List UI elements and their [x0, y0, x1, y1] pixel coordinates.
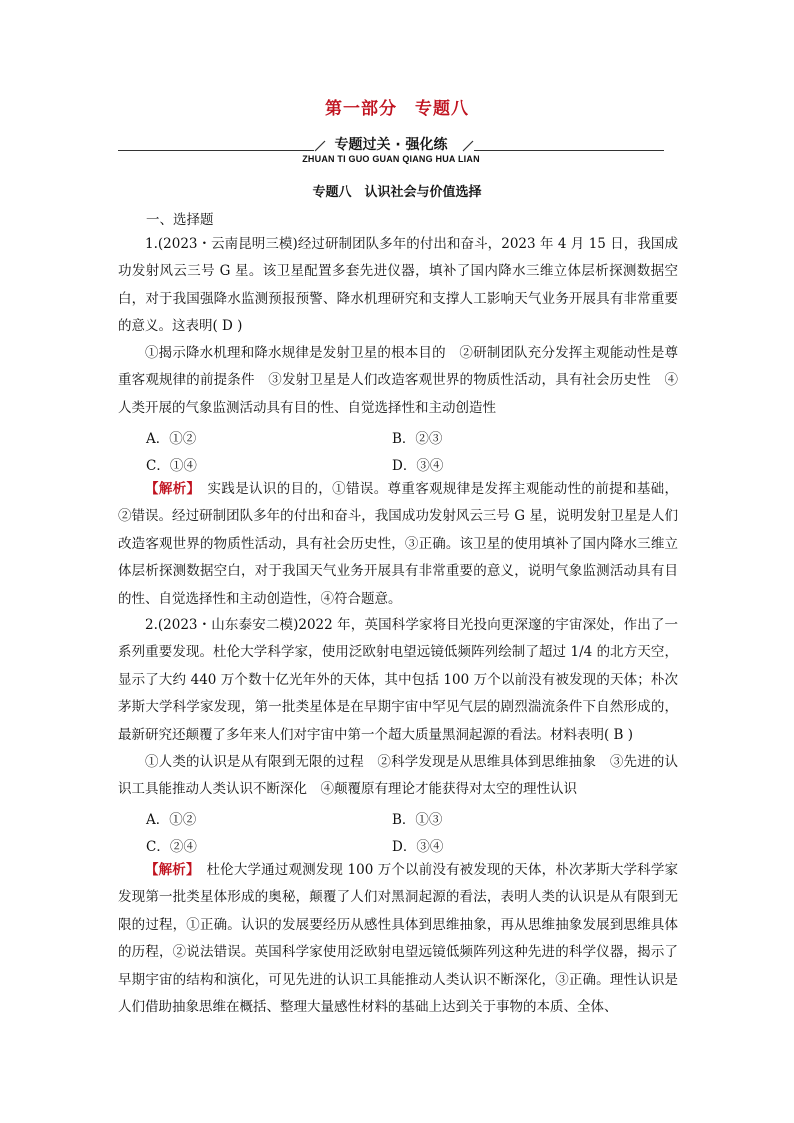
question-2-statements: ①人类的认识是从有限到无限的过程 ②科学发现是从思维具体到思维抽象 ③先进的认识工具能推动人类认识不断深化 ④颠覆原有理论才能获得对太空的理性认识	[118, 754, 678, 798]
banner-rule-right	[474, 150, 664, 151]
question-1-statements: ①揭示降水机理和降水规律是发射卫星的根本目的 ②研制团队充分发挥主观能动性是尊重客观规律的前提条件 ③发射卫星是人们改造客观世界的物质性活动，具有社会历史性 ④人类开展的气象监测活动具有目的性、自觉选择性和主动创造性	[118, 345, 678, 416]
question-1-option-c: C．①④	[146, 458, 197, 474]
banner-pinyin: ZHUAN TI GUO GUAN QIANG HUA LIAN	[302, 154, 480, 164]
question-2-option-c: C．②④	[146, 839, 197, 855]
section-label: 一、选择题	[146, 212, 214, 228]
question-1-analysis	[118, 476, 678, 613]
analysis-label: 【解析】	[145, 481, 194, 497]
question-2-option-b: B．①③	[392, 812, 443, 828]
question-2-option-a: A．①②	[146, 812, 197, 828]
analysis-text: 杜伦大学通过观测发现 100 万个以前没有被发现的天体，朴次茅斯大学科学家发现第一批类星体形成的奥秘，颠覆了人们对黑洞起源的看法，表明人类的认识是从有限到无限的过程，①正确。认识的发展要经历从感性具体到思维抽象，再从思维抽象发展到思维具体的历程，②说法错误。英国科学家使用泛欧射电望远镜低频阵列这种先进的科学仪器，揭示了早期宇宙的结构和演化，可见先进的认识工具能推动人类认识不断深化，③正确。理性认识是人们借助抽象思维在概括、整理大量感性材料的基础上达到关于事物的本质、全体、	[118, 862, 678, 1016]
question-2-stem: 2.(2023・山东泰安二模)2022 年，英国科学家将目光投向更深邃的宇宙深处，作出了一系列重要发现。杜伦大学科学家，使用泛欧射电望远镜低频阵列绘制了超过 1/4 的北方天空，显示了大约 440 万个数十亿光年外的天体，其中包括 100 万个以前没有被发现的天体；朴次茅斯大学科学家发现，第一批类星体是在早期宇宙中罕见气层的剧烈湍流条件下自然形成的，最新研究还颠覆了多年来人们对宇宙中第一个超大质量黑洞起源的看法。材料表明( B )	[118, 617, 678, 743]
question-1-option-a: A．①②	[146, 431, 197, 447]
question-1-option-d: D．③④	[392, 458, 444, 474]
analysis-text: 实践是认识的目的，①错误。尊重客观规律是发挥主观能动性的前提和基础，②错误。经过研制团队多年的付出和奋斗，我国成功发射风云三号 G 星，说明发射卫星是人们改造客观世界的物质性活动，具有社会历史性，③正确。该卫星的使用填补了国内降水三维立体层析探测数据空白，对于我国天气业务开展具有非常重要的意义，说明气象监测活动具有目的性、自觉选择性和主动创造性，④符合题意。	[118, 481, 679, 607]
question-1-option-b: B．②③	[392, 431, 443, 447]
analysis-label: 【解析】	[145, 862, 193, 878]
part-title: 第一部分 专题八	[325, 99, 469, 119]
question-2-option-d: D．③④	[392, 839, 444, 855]
banner-slash-right	[460, 138, 476, 154]
question-1-stem: 1.(2023・云南昆明三模)经过研制团队多年的付出和奋斗，2023 年 4 月 15 日，我国成功发射风云三号 G 星。该卫星配置多套先进仪器，填补了国内降水三维立体层析探测数据空白，对于我国强降水监测预报预警、降水机理研究和支撑人工影响天气业务开展具有非常重要的意义。这表明( D )	[118, 236, 678, 335]
topic-title: 专题八 认识社会与价值选择	[312, 185, 482, 200]
banner-title: 专题过关 · 强化练	[334, 137, 448, 153]
section-banner	[118, 132, 664, 172]
question-2-analysis	[118, 857, 678, 1021]
